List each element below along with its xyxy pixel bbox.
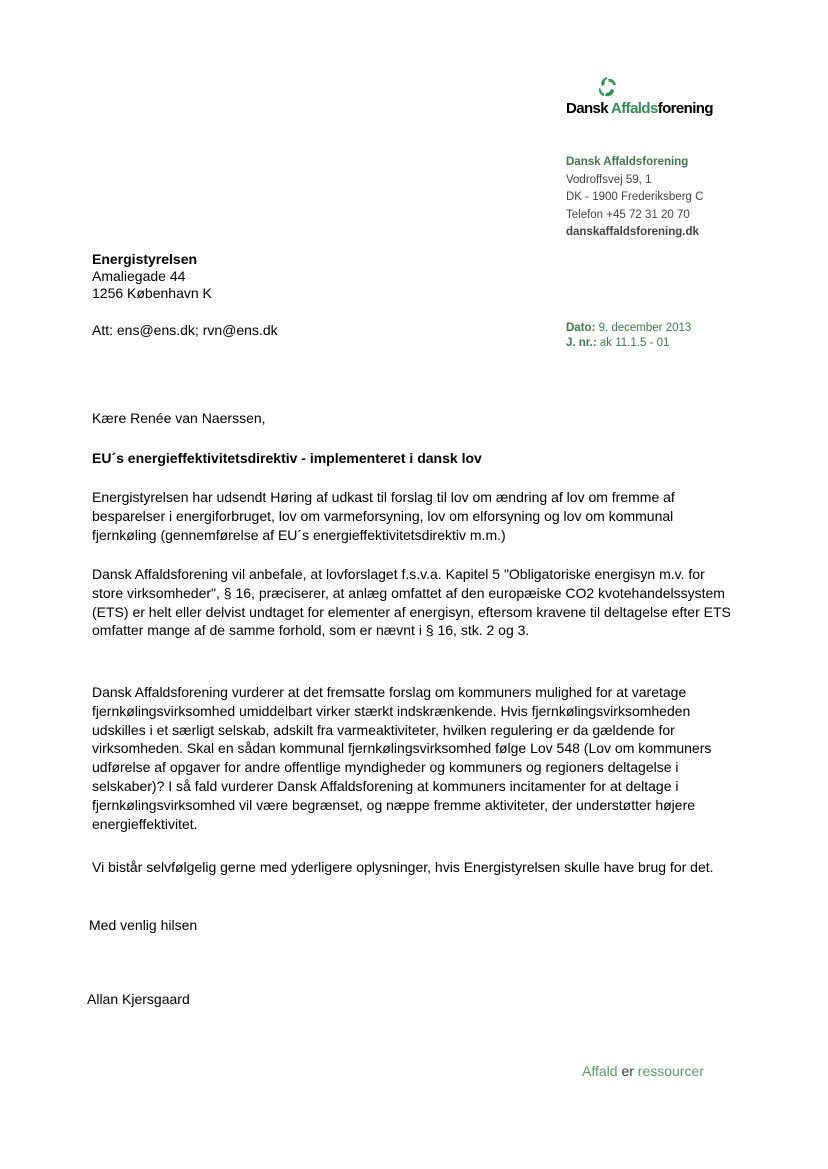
letter-meta	[566, 321, 691, 351]
recipient-address	[92, 251, 212, 302]
journal-label: J. nr.:	[566, 337, 597, 349]
journal-line	[566, 336, 691, 351]
paragraph-4: Vi bistår selvfølgelig gerne med yderligere oplysninger, hvis Energistyrelsen skulle have brug for det.	[92, 859, 714, 875]
logo-part-affalds: Affalds	[611, 100, 658, 117]
sender-address	[566, 154, 703, 242]
logo-part-forening: forening	[657, 100, 713, 117]
subject-heading: EU´s energieffektivitetsdirektiv - implementeret i dansk lov	[92, 450, 482, 466]
salutation: Kære Renée van Naerssen,	[92, 410, 266, 426]
recipient-street: Amaliegade 44	[92, 268, 186, 284]
recycle-leaf-icon	[596, 76, 618, 98]
paragraph-3: Dansk Affaldsforening vurderer at det fremsatte forslag om kommuners mulighed for at varetage fjernkølingsvirksomhed umiddelbart virker stærkt indskrænkende. Hvis fjernkølingsvirksomheden udskilles i et særligt selskab, adskilt fra varmeaktiviteter, hvilken regulering er da gældende for virksomheden. Skal en sådan kommunal fjernkølingsvirksomhed følge Lov 548 (Lov om kommuners udførelse af opgaver for andre offentlige myndigheder og kommuners og regioners deltagelse i selskaber)? I så fald vurderer Dansk Affaldsforening at kommuners incitamenter for at deltage i fjernkølingsvirksomhed vil være begrænset, og næppe fremme aktiviteter, der understøtter højere energieffektivitet.	[92, 684, 712, 832]
date-value: 9. december 2013	[595, 322, 692, 334]
tagline-part-3: ressourcer	[633, 1063, 704, 1079]
logo-part-dansk: Dansk	[566, 100, 612, 117]
closing-line: Med venlig hilsen	[89, 917, 198, 933]
recipient-name: Energistyrelsen	[92, 251, 198, 267]
journal-value: ak 11.1.5 - 01	[596, 337, 670, 349]
signature-name: Allan Kjersgaard	[87, 991, 190, 1007]
tagline-part-1: Affald	[582, 1063, 622, 1079]
footer-tagline	[582, 1063, 704, 1079]
date-label: Dato:	[566, 322, 596, 334]
sender-street: Vodroffsvej 59, 1	[566, 173, 652, 186]
paragraph-1: Energistyrelsen har udsendt Høring af udkast til forslag til lov om ændring af lov om fremme af besparelser i energiforbruget, lov om varmeforsyning, lov om elforsyning og lov om kommunal fjernkøling (gennemførelse af EU´s energieffektivitetsdirektiv m.m.)	[92, 489, 675, 543]
attention-line: Att: ens@ens.dk; rvn@ens.dk	[92, 322, 278, 338]
sender-phone: Telefon +45 72 31 20 70	[566, 208, 690, 221]
sender-website: danskaffaldsforening.dk	[566, 226, 699, 238]
logo-wordmark	[566, 100, 713, 117]
recipient-city: 1256 København K	[92, 285, 212, 301]
tagline-part-2: er	[621, 1063, 634, 1079]
sender-city: DK - 1900 Frederiksberg C	[566, 191, 704, 203]
date-line	[566, 321, 691, 336]
sender-org: Dansk Affaldsforening	[566, 156, 689, 168]
paragraph-2: Dansk Affaldsforening vil anbefale, at lovforslaget f.s.v.a. Kapitel 5 "Obligatoriske energisyn m.v. for store virksomheder", § 16, præciserer, at anlæg omfattet af den europæiske CO2 kvotehandelssystem (ETS) er helt eller delvist undtaget for elementer af energisyn, eftersom kravene til deltagelse efter ETS omfatter mange af de samme forhold, som er nævnt i § 16, stk. 2 og 3.	[92, 566, 731, 639]
